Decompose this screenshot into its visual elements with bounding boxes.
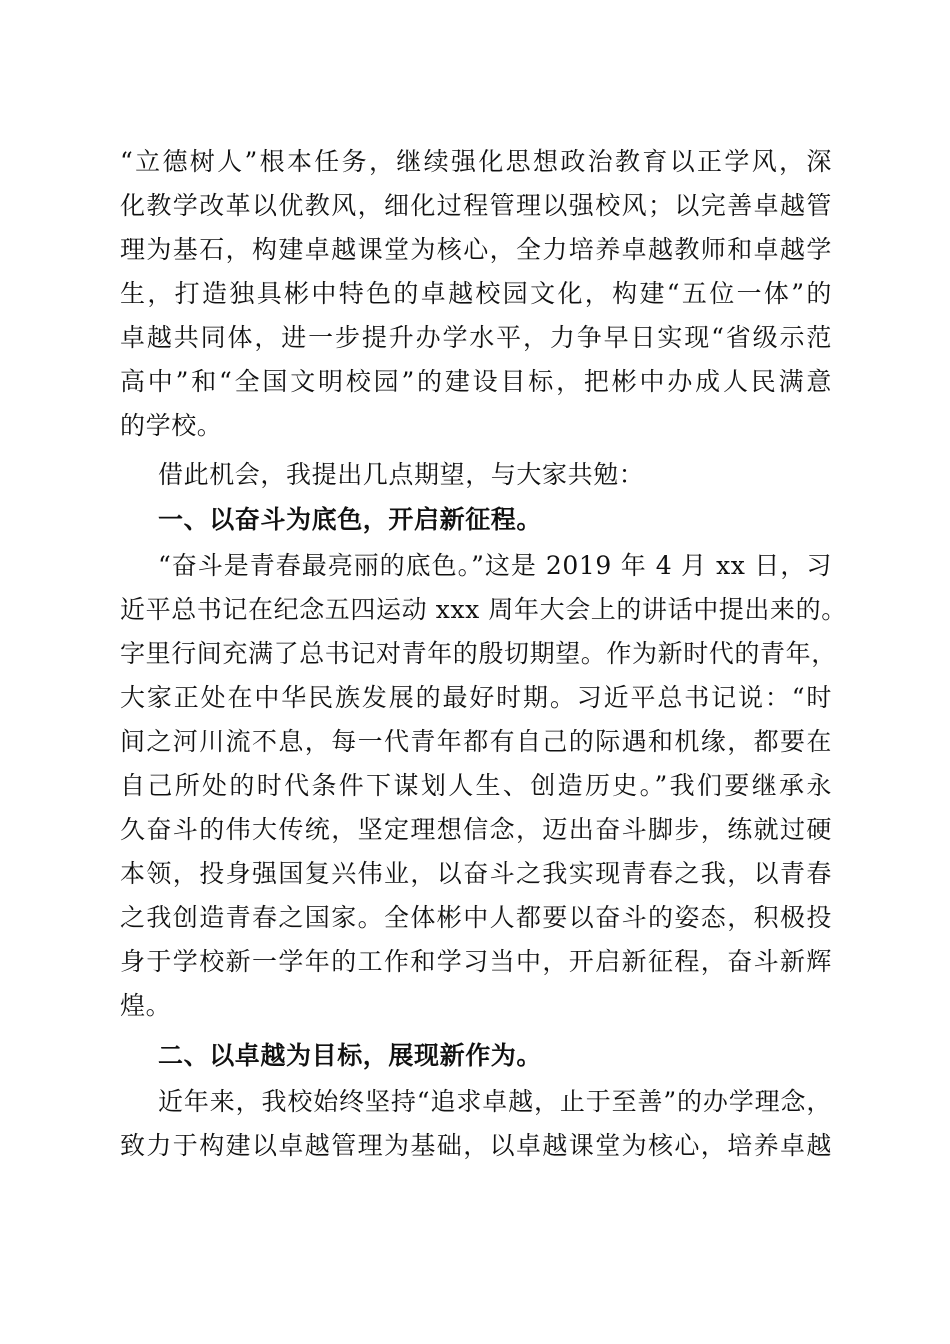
paragraph-line: 久奋斗的伟大传统，坚定理想信念，迈出奋斗脚步，练就过硬 <box>120 815 832 844</box>
paragraph-line: 致力于构建以卓越管理为基础，以卓越课堂为核心，培养卓越 <box>120 1131 832 1160</box>
paragraph-line: 自己所处的时代条件下谋划人生、创造历史。”我们要继承永 <box>120 771 832 800</box>
paragraph-line: 大家正处在中华民族发展的最好时期。习近平总书记说：“时 <box>120 683 832 712</box>
paragraph-line: 借此机会，我提出几点期望，与大家共勉： <box>158 460 645 489</box>
paragraph-line: 生，打造独具彬中特色的卓越校园文化，构建“五位一体”的 <box>120 279 832 308</box>
paragraph-line: “立德树人”根本任务，继续强化思想政治教育以正学风，深 <box>120 147 832 176</box>
section-heading-1: 一、以奋斗为底色，开启新征程。 <box>158 505 543 534</box>
paragraph-line: 理为基石，构建卓越课堂为核心，全力培养卓越教师和卓越学 <box>120 235 832 264</box>
paragraph-line: “奋斗是青春最亮丽的底色。”这是 2019 年 4 月 xx 日，习 <box>158 551 832 580</box>
paragraph-line: 近平总书记在纪念五四运动 xxx 周年大会上的讲话中提出来的。 <box>120 595 847 624</box>
paragraph-line: 字里行间充满了总书记对青年的殷切期望。作为新时代的青年， <box>120 639 837 668</box>
paragraph-line: 本领，投身强国复兴伟业，以奋斗之我实现青春之我，以青春 <box>120 859 832 888</box>
paragraph-line: 的学校。 <box>120 411 223 440</box>
paragraph-line: 近年来，我校始终坚持“追求卓越，止于至善”的办学理念， <box>158 1087 832 1116</box>
paragraph-line: 间之河川流不息，每一代青年都有自己的际遇和机缘，都要在 <box>120 727 832 756</box>
paragraph-line: 高中”和“全国文明校园”的建设目标，把彬中办成人民满意 <box>120 367 832 396</box>
paragraph-line: 之我创造青春之国家。全体彬中人都要以奋斗的姿态，积极投 <box>120 903 832 932</box>
paragraph-line: 煌。 <box>120 991 172 1020</box>
paragraph-line: 身于学校新一学年的工作和学习当中，开启新征程，奋斗新辉 <box>120 947 832 976</box>
paragraph-line: 卓越共同体，进一步提升办学水平，力争早日实现“省级示范 <box>120 323 832 352</box>
paragraph-line: 化教学改革以优教风，细化过程管理以强校风；以完善卓越管 <box>120 191 832 220</box>
section-heading-2: 二、以卓越为目标，展现新作为。 <box>158 1041 543 1070</box>
